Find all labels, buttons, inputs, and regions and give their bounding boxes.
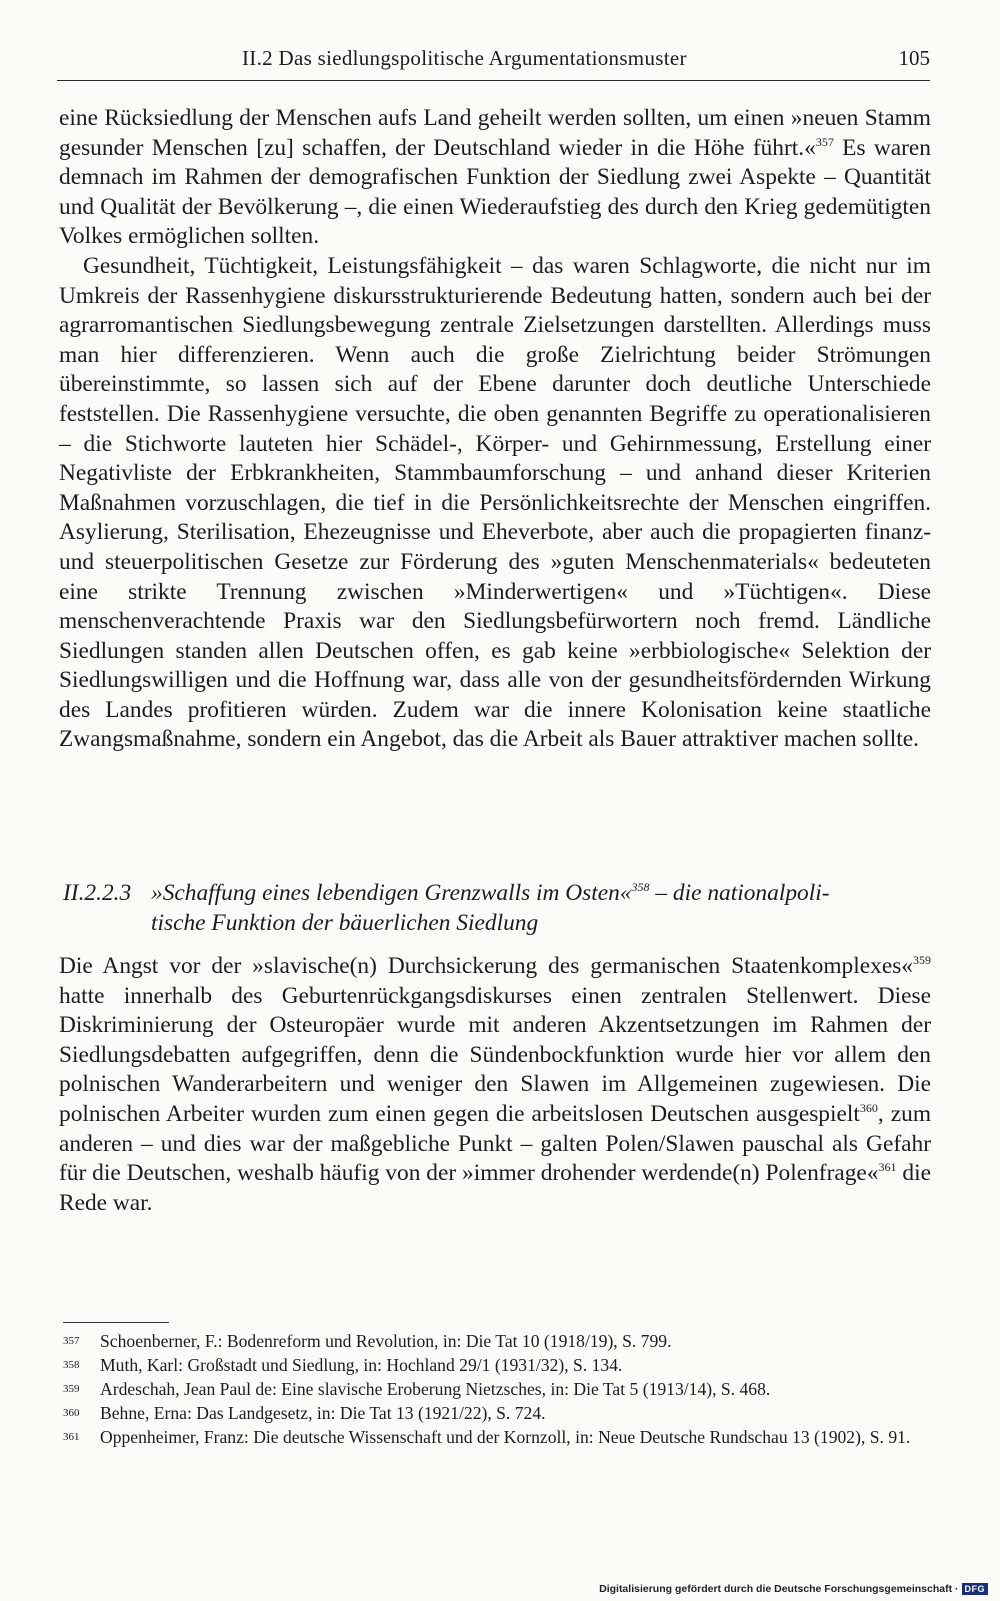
paragraph-3-text-4: die Rede war. [59,1160,931,1216]
paragraph-1 [59,104,931,252]
page-number: 105 [898,46,930,70]
footnote-361 [63,1425,935,1449]
section-text-block [59,952,931,1218]
section-heading [63,878,935,938]
main-text-block [59,104,931,755]
footnote-number: 361 [63,1431,80,1443]
footnote-359 [63,1377,935,1401]
section-title-part-c: tische Funktion der bäuerlichen Siedlung [151,910,539,936]
footnote-text: Muth, Karl: Großstadt und Siedlung, in: Hochland 29/1 (1931/32), S. 134. [100,1355,623,1375]
paragraph-1-text-a: eine Rücksiedlung der Menschen aufs Land geheilt werden sollten, um einen »neuen Stamm gesunder Menschen [zu] schaffen, der Deutschland wieder in die Höhe führt.« [59,105,931,161]
paragraph-1-text-b: Es waren demnach im Rahmen der demografischen Funktion der Siedlung zwei Aspekte – Quantität und Qualität der Bevölkerung –, die einen Wiederaufstieg des durch den Krieg gedemütigten Volkes ermöglichen sollten. [59,134,931,250]
footnote-358 [63,1353,935,1377]
section-title-part-a: »Schaffung eines lebendigen Grenzwalls im Osten« [151,880,632,906]
footnote-text: Ardeschah, Jean Paul de: Eine slavische Eroberung Nietzsches, in: Die Tat 5 (1913/14), S. 468. [100,1379,771,1399]
section-title-part-b: – die nationalpoli- [649,880,830,906]
running-header-title: II.2 Das siedlungspolitische Argumentationsmuster [242,46,687,70]
footnote-ref-359[interactable]: 359 [913,953,931,967]
footnote-ref-357[interactable]: 357 [815,134,834,149]
footnote-rule [63,1322,169,1323]
footnote-ref-358[interactable]: 358 [631,880,650,894]
footnote-text: Oppenheimer, Franz: Die deutsche Wissenschaft und der Kornzoll, in: Neue Deutsche Rundschau 13 (1902), S. 91. [100,1427,911,1447]
dfg-logo: DFG [962,1583,989,1595]
footnote-number: 360 [63,1407,80,1419]
footnote-text: Schoenberner, F.: Bodenreform und Revolution, in: Die Tat 10 (1918/19), S. 799. [100,1331,672,1351]
footnote-number: 358 [63,1359,80,1371]
footnote-ref-361[interactable]: 361 [878,1160,897,1175]
paragraph-3-text-3: , zum anderen – und dies war der maßgebliche Punkt – galten Polen/Slawen pauschal als Gefahr für die Deutschen, weshalb häufig von der »immer drohender werdende(n) Polenfrage« [59,1100,932,1187]
running-header [57,46,930,76]
footnotes [63,1329,935,1449]
paragraph-2: Gesundheit, Tüchtigkeit, Leistungsfähigkeit – das waren Schlagworte, die nicht nur im Umkreis der Rassenhygiene diskursstrukturierende Bedeutung hatten, sondern auch bei der agrarromantischen Siedlungsbewegung zentrale Zielsetzungen darstellten. Allerdings muss man hier differenzieren. Wenn auch die große Zielrichtung beider Strömungen übereinstimmte, so lassen sich auf der Ebene darunter doch deutliche Unterschiede feststellen. Die Rassenhygiene versuchte, die oben genannten Begriffe zu operationalisieren – die Stichworte lauteten hier Schädel-, Körper- und Gehirnmessung, Erstellung einer Negativliste der Erbkrankheiten, Stammbaumforschung – und anhand dieser Kriterien Maßnahmen vorzuschlagen, die tief in die Persönlichkeitsrechte der Menschen eingriffen. Asylierung, Sterilisation, Ehezeugnisse und Eheverbote, aber auch die propagierten finanz- und steuerpolitischen Gesetze zur Förderung des »guten Menschenmaterials« bedeuteten eine strikte Trennung zwischen »Minderwertigen« und »Tüchtigen«. Diese menschenverachtende Praxis war den Siedlungsbefürwortern noch fremd. Ländliche Siedlungen standen allen Deutschen offen, es gab keine »erbbiologische« Selektion der Siedlungswilligen und die Hoffnung war, dass alle von der gesundheitsfördernden Wirkung des Landes profitieren würden. Zudem war die innere Kolonisation keine staatliche Zwangsmaßnahme, sondern ein Angebot, das die Arbeit als Bauer attraktiver machen sollte. [59,252,931,753]
footnote-357 [63,1329,935,1353]
section-number: II.2.2.3 [63,880,132,906]
paragraph-3-text-1: Die Angst vor der »slavische(n) Durchsickerung des germanischen Staatenkomplexes« [59,953,913,979]
footnote-360 [63,1401,935,1425]
footnote-text: Behne, Erna: Das Landgesetz, in: Die Tat 13 (1921/22), S. 724. [100,1403,546,1423]
paragraph-3 [59,952,931,1218]
paragraph-3-text-2: hatte innerhalb des Geburtenrückgangsdiskurses einen zentralen Stellenwert. Diese Diskriminierung der Osteuropäer wurde mit anderen Akzentsetzungen im Rahmen der Siedlungsdebatten aufgegriffen, denn die Sündenbockfunktion wurde hier vor allem den polnischen Wanderarbeitern und weniger den Slawen im Allgemeinen zugewiesen. Die polnischen Arbeiter wurden zum einen gegen die arbeitslosen Deutschen ausgespielt [59,982,931,1127]
header-rule [57,80,930,81]
digitization-stamp-text: Digitalisierung gefördert durch die Deutsche Forschungsgemeinschaft · [599,1583,959,1595]
footnote-ref-360[interactable]: 360 [859,1100,878,1115]
footnote-number: 357 [63,1335,80,1347]
digitization-stamp [599,1583,988,1595]
footnote-number: 359 [63,1383,80,1395]
